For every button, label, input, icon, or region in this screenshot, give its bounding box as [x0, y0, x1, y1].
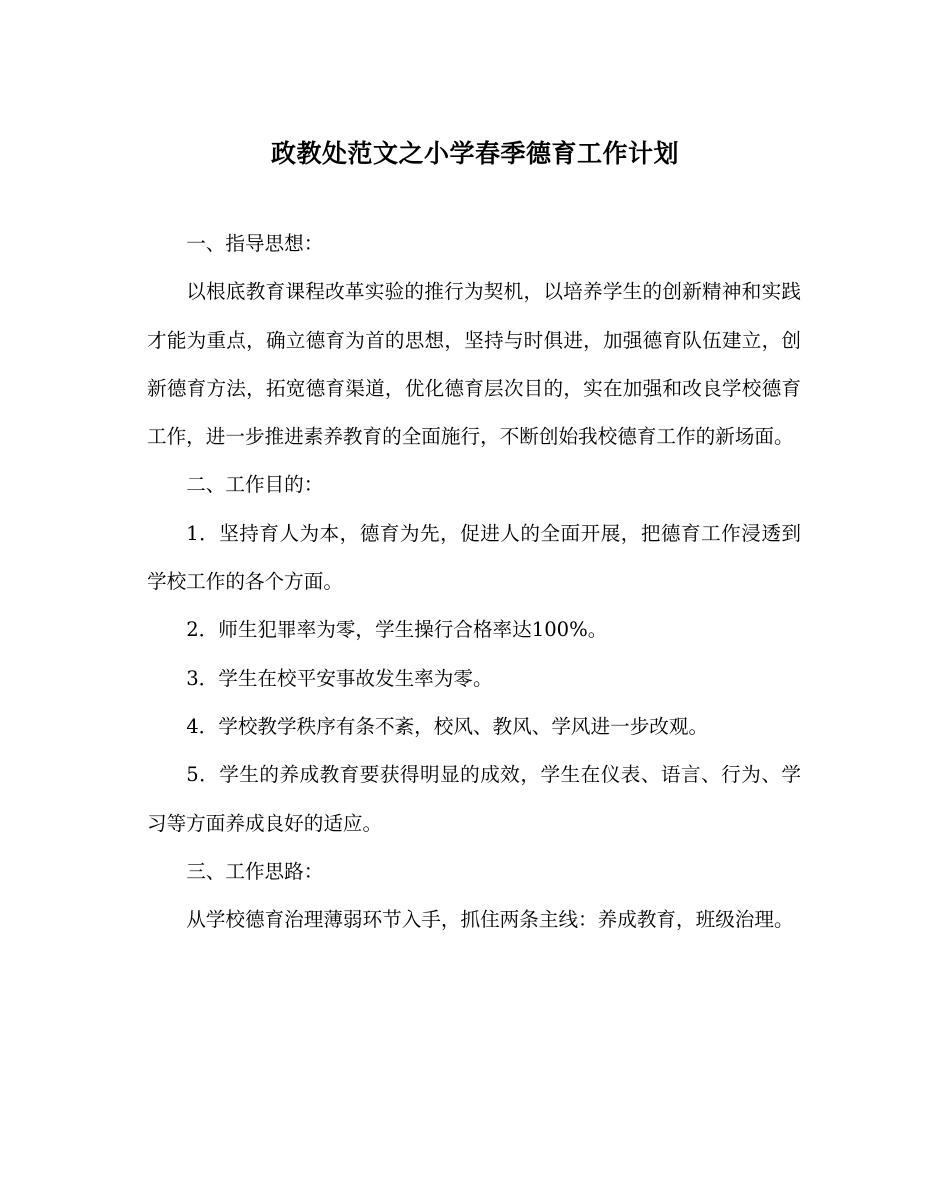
- document-body: [147, 220, 801, 944]
- goal-item-4: 4．学校教学秩序有条不紊，校风、教风、学风进一步改观。: [186, 714, 709, 738]
- section-heading-work-approach: 三、工作思路：: [186, 859, 324, 883]
- page-title: 政教处范文之小学春季德育工作计划: [270, 139, 679, 168]
- paragraph-guiding-ideology: 以根底教育课程改革实验的推行为契机，以培养学生的创新精神和实践才能为重点，确立德育为首的思想，坚持与时俱进，加强德育队伍建立，创新德育方法，拓宽德育渠道，优化德育层次目的，实在加强和改良学校德育工作，进一步推进素养教育的全面施行，不断创始我校德育工作的新场面。: [147, 280, 801, 449]
- section-heading-work-goals: 二、工作目的：: [186, 473, 324, 497]
- paragraph-work-approach: 从学校德育治理薄弱环节入手，抓住两条主线：养成教育，班级治理。: [186, 908, 794, 932]
- goal-item-3: 3．学生在校平安事故发生率为零。: [186, 666, 493, 690]
- goal-item-1: 1．坚持育人为本，德育为先，促进人的全面开展，把德育工作浸透到学校工作的各个方面。: [147, 521, 801, 594]
- goal-item-5: 5．学生的养成教育要获得明显的成效，学生在仪表、语言、行为、学习等方面养成良好的适应。: [147, 763, 801, 835]
- goal-item-2: 2．师生犯罪率为零，学生操行合格率达100%。: [186, 618, 608, 642]
- section-heading-guiding-ideology: 一、指导思想：: [186, 232, 324, 255]
